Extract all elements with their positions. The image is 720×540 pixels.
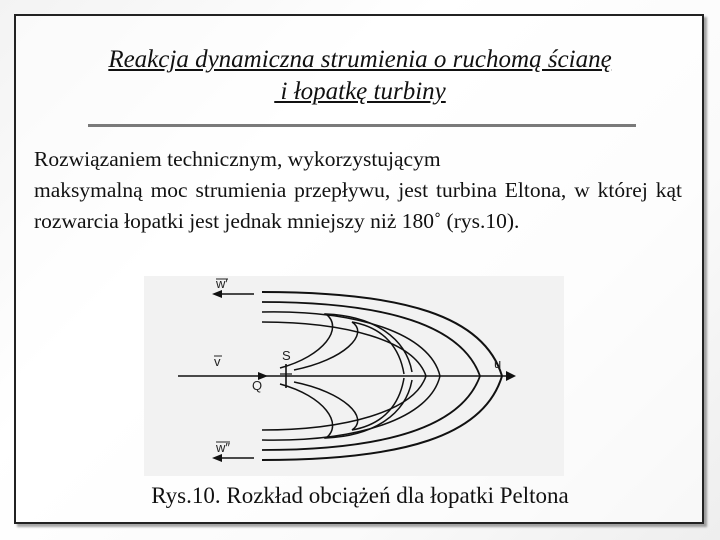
w-prime-label: w′ (216, 276, 228, 291)
title-line-1: Reakcja dynamiczna strumienia o ruchomą ścianę (108, 46, 612, 73)
q-label: Q (252, 378, 263, 393)
figure-caption: Rys.10. Rozkład obciążeń dla łopatki Peltona (151, 483, 569, 508)
paragraph-rest: maksymalną moc strumienia przepływu, jest turbina Eltona, w której kąt rozwarcia łopatki jest jednak mniejszy niż 180˚ (rys.10). (34, 178, 682, 233)
title-line-2: i łopatkę turbiny (274, 78, 446, 105)
w-double-prime-label: w″ (216, 440, 230, 455)
pelton-blade-diagram (144, 276, 564, 476)
title-divider (88, 124, 636, 127)
w-prime-arrowhead (212, 290, 222, 298)
u-arrowhead (506, 371, 516, 381)
w-double-prime-arrowhead (212, 454, 222, 462)
u-label: u (494, 356, 502, 371)
slide-title (20, 44, 700, 108)
v-label: v (214, 354, 221, 369)
pelton-blade-figure (144, 276, 564, 476)
s-label: S (282, 348, 291, 363)
body-paragraph (34, 144, 682, 237)
paragraph-line-1: Rozwiązaniem technicznym, wykorzystującym (34, 147, 441, 171)
